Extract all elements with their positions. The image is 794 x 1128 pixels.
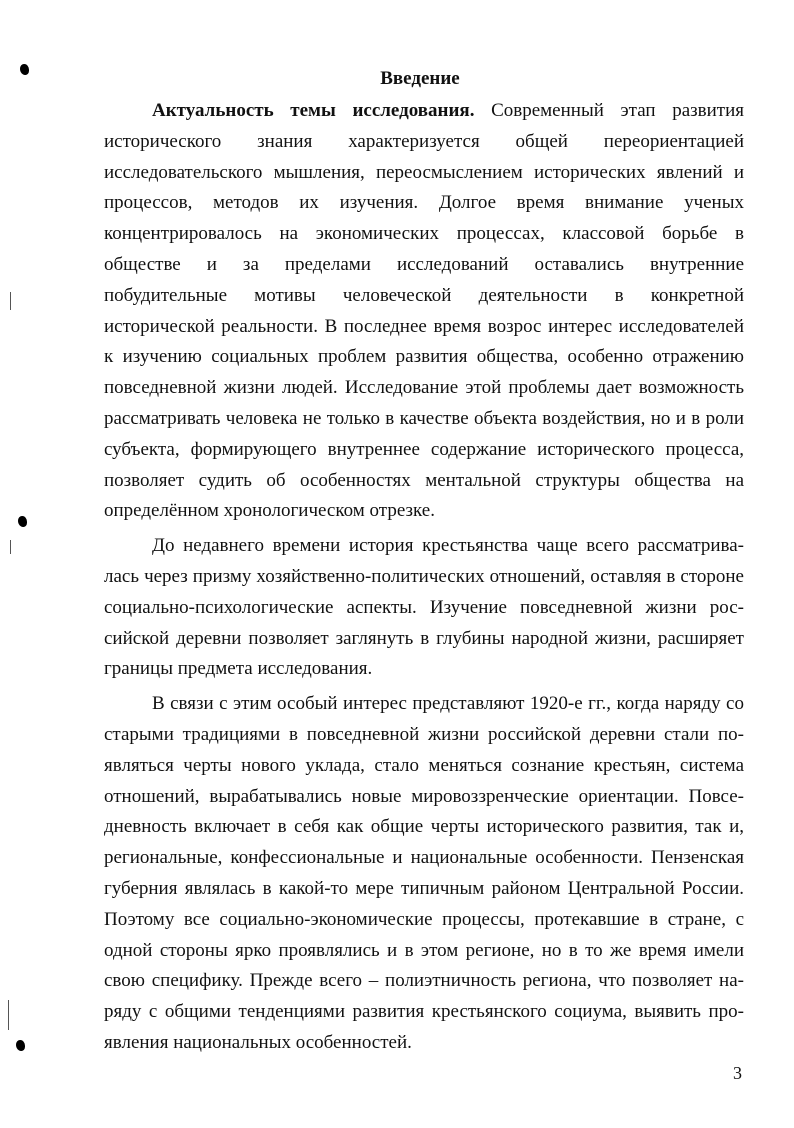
paragraph-1920s: В связи с этим особый интерес представляют 1920-е гг., когда наряду со старыми традициями в повседневной жизни российской деревни стали появляться черты нового уклада, стало меняться сознание крестьян, система отношений, вырабатывались новые мировоззренческие ориентации. Повседневность включает в себя как общие черты исторического развития, так и, региональные, конфессиональные и национальные особенности. Пензенская губерния являлась в какой-то мере типичным районом Центральной России. Поэтому все социально-экономические процессы, протекавшие в стране, с одной стороны ярко проявлялись и в этом регионе, но в то же время имели свою специфику. Прежде всего – полиэтничность региона, что позволяет наряду с общими тенденциями развития крестьянского социума, выявить проявления национальных особенностей. xyxy=(104,693,744,1053)
scan-artifact-line xyxy=(10,292,11,310)
binding-hole-mark xyxy=(16,1040,25,1051)
paragraph-lead: Актуальность темы исследования. xyxy=(152,100,475,121)
page-title: Введение xyxy=(380,68,460,89)
paragraph-peasantry-history: До недавнего времени история крестьянства чаще всего рассматривалась через призму хозяйственно-политических отношений, оставляя в стороне социально-психологические аспекты. Изучение повседневной жизни российской деревни позволяет заглянуть в глубины народной жизни, расширяет границы предмета исследования. xyxy=(104,535,744,680)
paragraph-text: Современный этап развития исторического знания характеризуется общей переориентацией исследовательского мышления, переосмыслением исторических явлений и процессов, методов их изучения. Долгое время внимание ученых концентрировалось на экономических процессах, классовой борьбе в обществе и за пределами исследований оставались внутренние побудительные мотивы человеческой деятельности в конкретной исторической реальности. В последнее время возрос интерес исследователей к изучению социальных проблем развития общества, особенно отражению повседневной жизни людей. Исследование этой проблемы дает возможность рассматривать человека не только в качестве объекта воздействия, но и в роли субъекта, формирующего внутреннее содержание исторического процесса, позволяет судить об особенностях ментальной структуры общества на определённом хронологическом отрезке. xyxy=(104,100,744,522)
paragraph-relevance xyxy=(104,96,744,527)
document-body xyxy=(104,96,744,1063)
page-number: 3 xyxy=(733,1063,742,1083)
scan-artifact-line xyxy=(8,1000,9,1030)
scan-artifact-line xyxy=(10,540,11,554)
binding-hole-mark xyxy=(18,516,27,527)
